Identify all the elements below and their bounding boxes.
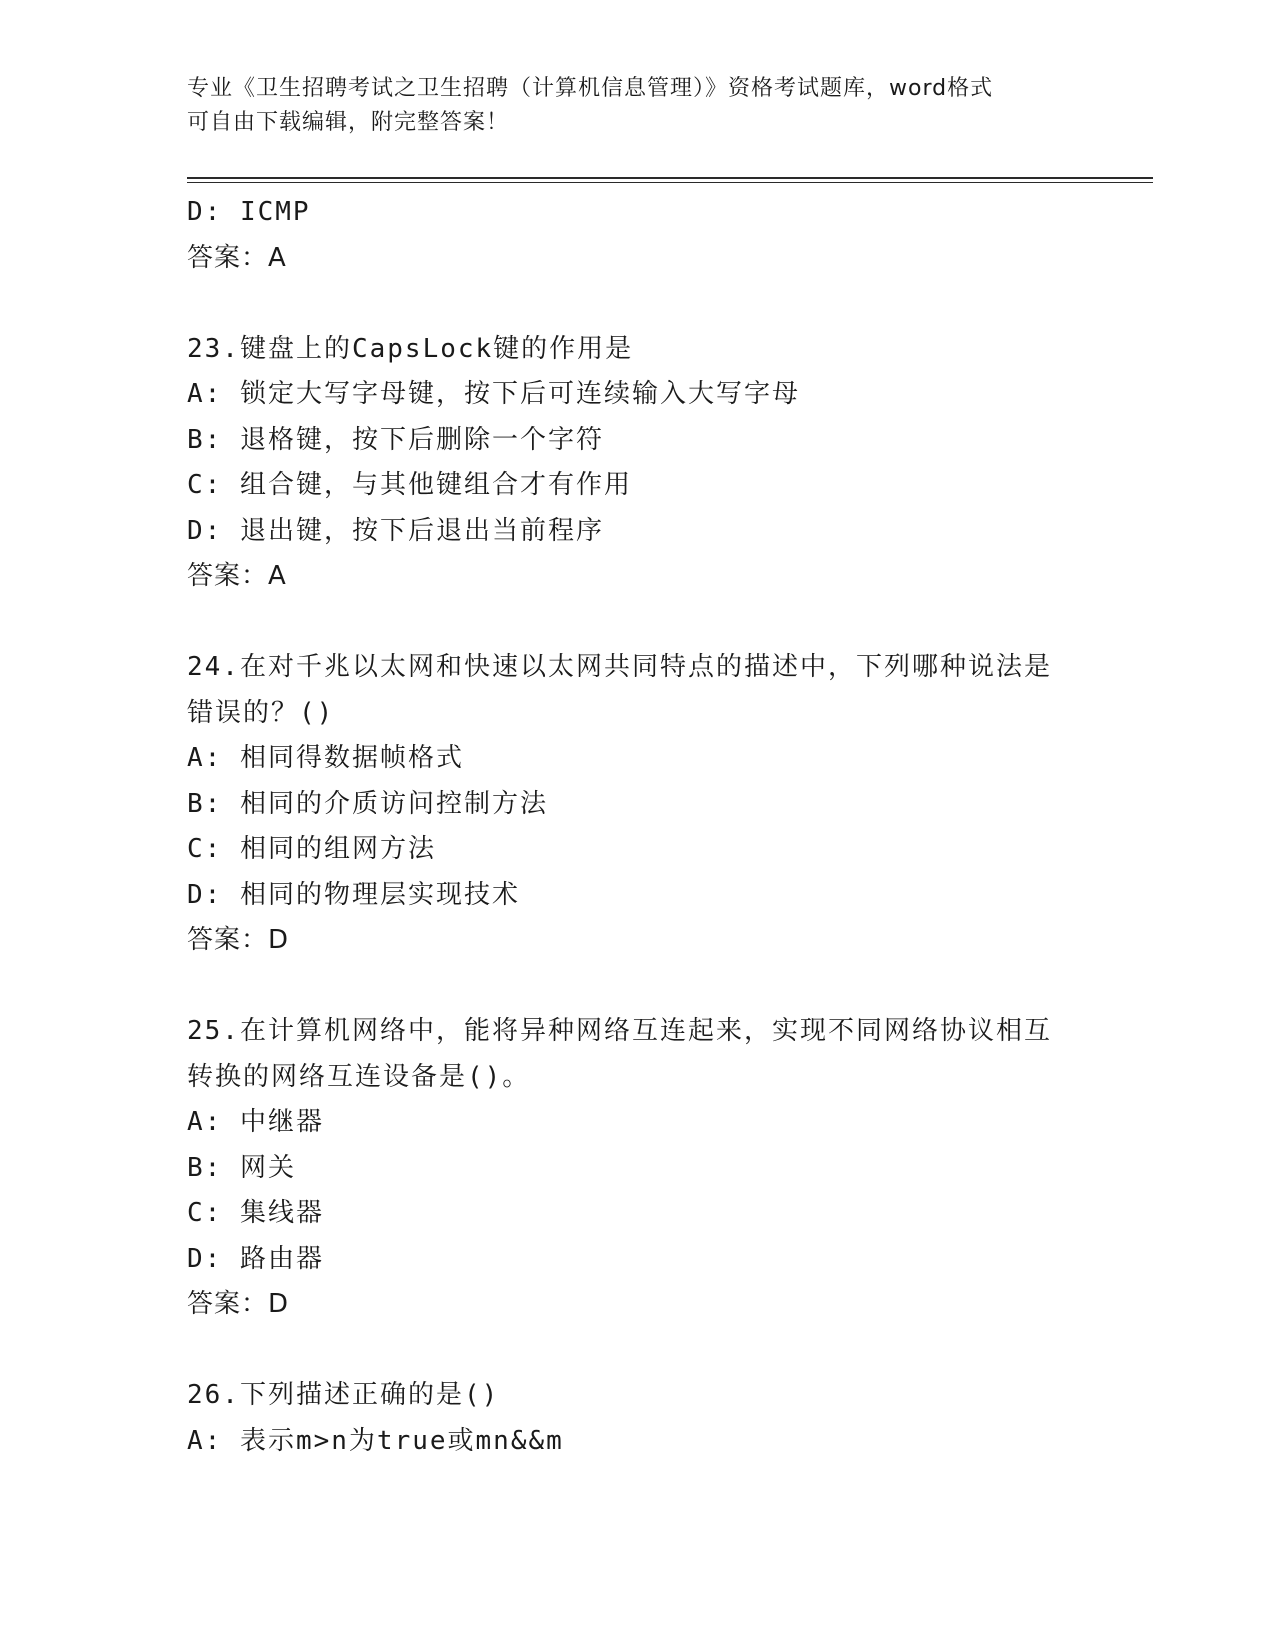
header-divider-thick — [187, 177, 1153, 179]
option-c: C: 相同的组网方法 — [187, 834, 436, 864]
option-d: D: 路由器 — [187, 1243, 324, 1274]
document-header — [187, 72, 1087, 140]
option-a: A: 中继器 — [187, 1107, 324, 1137]
option-b: B: 退格键，按下后删除一个字符 — [187, 424, 604, 455]
answer-line: 答案：A — [187, 561, 287, 591]
spacer — [187, 281, 1087, 327]
answer-line: 答案：D — [187, 1289, 290, 1319]
question-26 — [187, 1373, 1087, 1464]
header-line-2: 可自由下载编辑，附完整答案！ — [187, 110, 510, 135]
question-23 — [187, 327, 1087, 600]
option-a: A: 相同得数据帧格式 — [187, 743, 464, 773]
spacer — [187, 1328, 1087, 1374]
question-stem-continued: 转换的网络互连设备是()。 — [187, 1061, 531, 1092]
question-stem: 24.在对千兆以太网和快速以太网共同特点的描述中，下列哪种说法是 — [187, 652, 1052, 682]
option-a: A: 表示m>n为true或mn&&m — [187, 1425, 564, 1456]
question-stem: 26.下列描述正确的是() — [187, 1380, 500, 1410]
spacer — [187, 964, 1087, 1010]
spacer — [187, 600, 1087, 646]
answer-line: 答案：A — [187, 242, 287, 273]
option-c: C: 集线器 — [187, 1198, 324, 1228]
question-stem: 23.键盘上的CapsLock键的作用是 — [187, 333, 634, 364]
answer-line: 答案：D — [187, 925, 290, 955]
previous-question-tail — [187, 190, 1087, 281]
option-d: D: 相同的物理层实现技术 — [187, 879, 520, 910]
question-stem-continued: 错误的？() — [187, 697, 335, 728]
option-a: A: 锁定大写字母键，按下后可连续输入大写字母 — [187, 379, 800, 409]
question-stem: 25.在计算机网络中，能将异种网络互连起来，实现不同网络协议相互 — [187, 1016, 1052, 1046]
option-c: C: 组合键，与其他键组合才有作用 — [187, 470, 632, 500]
question-25 — [187, 1009, 1087, 1328]
header-divider-thin — [187, 182, 1153, 183]
question-24 — [187, 645, 1087, 964]
option-b: B: 网关 — [187, 1152, 296, 1183]
option-b: B: 相同的介质访问控制方法 — [187, 788, 548, 819]
header-line-1: 专业《卫生招聘考试之卫生招聘（计算机信息管理）》资格考试题库，word格式 — [187, 76, 994, 101]
option-d: D: ICMP — [187, 197, 311, 227]
question-content — [187, 190, 1087, 1464]
option-d: D: 退出键，按下后退出当前程序 — [187, 515, 604, 546]
